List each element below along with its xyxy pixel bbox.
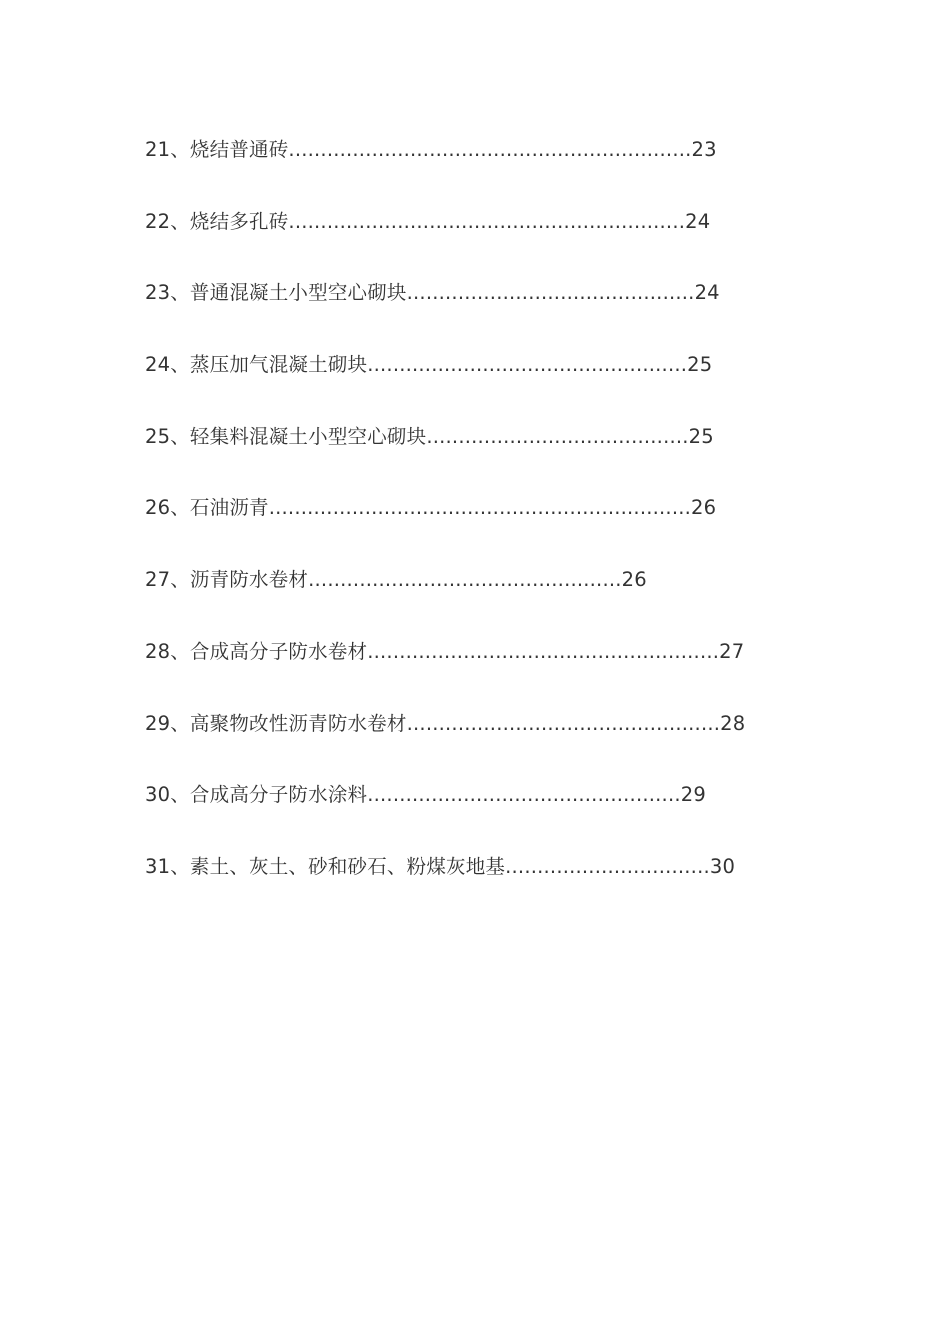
toc-entry-23[interactable] (145, 274, 745, 346)
toc-entry-page: 25 (687, 353, 713, 377)
toc-entry-leader: ................................ (505, 854, 710, 878)
toc-entry-leader: .................................................. (367, 353, 688, 377)
toc-entry-30[interactable] (145, 776, 745, 848)
toc-entry-leader: ............................................................... (288, 138, 692, 161)
toc-entry-28[interactable] (145, 633, 745, 705)
toc-entry-title: 29、高聚物改性沥青防水卷材 (145, 711, 407, 735)
toc-entry-leader: .............................................................. (288, 209, 686, 233)
toc-entry-title: 26、石油沥青 (145, 496, 269, 520)
toc-entry-page: 24 (685, 209, 711, 233)
toc-entry-24[interactable] (145, 346, 745, 418)
table-of-contents (145, 131, 745, 920)
toc-entry-31[interactable] (145, 848, 745, 920)
toc-entry-page: 25 (688, 424, 714, 448)
toc-entry-page: 24 (694, 281, 720, 305)
toc-entry-title: 30、合成高分子防水涂料 (145, 783, 368, 807)
toc-entry-leader: ....................................................... (367, 639, 720, 663)
toc-entry-leader: ............................................. (406, 281, 695, 305)
toc-entry-title: 31、素土、灰土、砂和砂石、粉煤灰地基 (145, 854, 506, 878)
toc-entry-21[interactable] (145, 131, 745, 203)
toc-entry-leader: .................................................................. (268, 496, 692, 520)
toc-entry-title: 23、普通混凝土小型空心砌块 (145, 281, 407, 305)
toc-entry-leader: ................................................. (367, 783, 681, 807)
toc-entry-27[interactable] (145, 561, 745, 633)
toc-entry-title: 24、蒸压加气混凝土砌块 (145, 353, 368, 377)
toc-entry-page: 23 (691, 138, 717, 161)
toc-entry-page: 26 (691, 496, 717, 520)
toc-entry-leader: ......................................... (426, 424, 689, 448)
toc-entry-title: 21、烧结普通砖 (145, 138, 289, 161)
toc-entry-25[interactable] (145, 418, 745, 490)
toc-entry-title: 27、沥青防水卷材 (145, 568, 309, 592)
toc-entry-page: 29 (680, 783, 706, 807)
toc-entry-22[interactable] (145, 203, 745, 275)
toc-entry-26[interactable] (145, 489, 745, 561)
toc-entry-page: 28 (720, 711, 746, 735)
toc-entry-29[interactable] (145, 705, 745, 777)
toc-entry-title: 28、合成高分子防水卷材 (145, 639, 368, 663)
toc-entry-leader: ................................................. (308, 568, 622, 592)
toc-entry-leader: ................................................. (406, 711, 721, 735)
toc-entry-page: 26 (621, 568, 647, 592)
toc-entry-title: 25、轻集料混凝土小型空心砌块 (145, 424, 427, 448)
toc-entry-page: 27 (719, 639, 745, 663)
toc-entry-page: 30 (709, 854, 736, 878)
toc-entry-title: 22、烧结多孔砖 (145, 209, 289, 233)
